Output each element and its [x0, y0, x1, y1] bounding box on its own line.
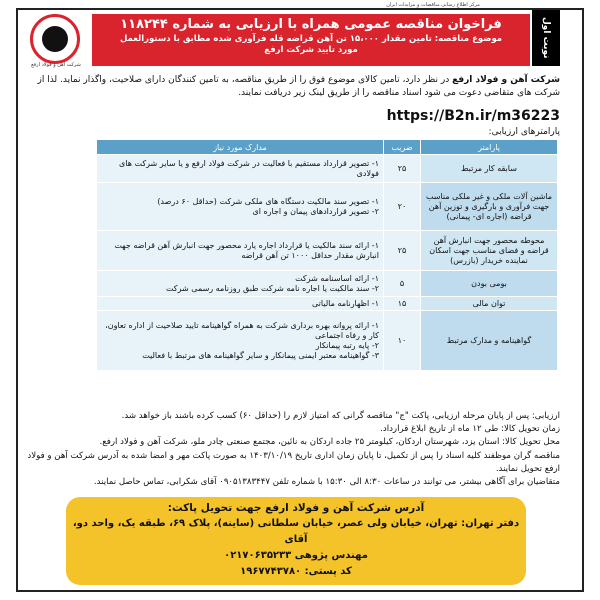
weight-cell: ۲۵: [384, 231, 421, 271]
doc-item: ۱- ارائه اساسنامه شرکت: [295, 273, 379, 283]
doc-item: ۲- سند مالکیت یا اجاره نامه شرکت طبق روزنامه رسمی شرکت: [165, 283, 379, 293]
weight-cell: ۱۵: [384, 297, 421, 311]
address-postcode: کد پستی: ۱۹۶۷۷۴۳۷۸۰: [240, 566, 352, 577]
doc-item: ۳- گواهینامه معتبر ایمنی پیمانکار و سایر گواهینامه های مرتبط با فعالیت: [142, 350, 379, 360]
address-box: [66, 497, 526, 585]
logo-caption: شرکت آهن و فولاد ارفع: [31, 62, 81, 68]
docs-cell: [97, 231, 384, 271]
param-cell: سابقه کار مرتبط: [421, 155, 558, 183]
docs-cell: [97, 297, 384, 311]
doc-item: ۱- ارائه سند مالکیت یا قرارداد اجاره یارد محصور جهت انبارش آهن قراضه جهت انبارش مقدار حداقل ۱۰۰۰ تن آهن قراضه: [114, 240, 379, 260]
docs-cell: [97, 155, 384, 183]
doc-item: ۱- تصویر سند مالکیت دستگاه های ملکی شرکت (حداقل ۶۰ درصد): [157, 196, 379, 206]
note-delivery-place: محل تحویل کالا: استان یزد، شهرستان اردکان، کیلومتر ۲۵ جاده اردکان به نائین، مجتمع صنعتی چادر ملو، شرکت آهن و فولاد ارفع.: [99, 437, 560, 448]
note-contact: متقاضیان برای آگاهی بیشتر، می توانند در ساعات ۸:۳۰ الی ۱۵:۳۰ با شماره تلفن ۰۹۰۵۱۳۸۳۴۴۷ آقای شکرابی، تماس حاصل نمایند.: [93, 477, 560, 488]
note-evaluation: ارزیابی: پس از پایان مرحله ارزیابی، پاکت "ج" مناقصه گرانی که امتیاز لازم را (حداقل ۶۰) کسب کرده باشند باز خواهد شد.: [121, 411, 560, 421]
docs-cell: [97, 271, 384, 297]
header-weight: ضریب: [384, 140, 421, 155]
notes-section: [24, 410, 560, 489]
docs-cell: [97, 183, 384, 231]
address-heading: آدرس شرکت آهن و فولاد ارفع جهت تحویل پاکت:: [167, 502, 425, 514]
intro-company: شرکت آهن و فولاد ارفع: [452, 75, 560, 85]
note-deadline: مناقصه گران موظفند کلیه اسناد را پس از تکمیل، تا پایان زمان اداری تاریخ ۱۴۰۳/۱۰/۱۹ به صورت پاکت مهر و امضا شده به آدرس شرکت آهن و فولاد ارفع تحویل نمایند.: [27, 450, 560, 474]
tender-subject-cont: مورد تایید شرکت ارفع: [264, 45, 358, 55]
tender-title: فراخوان مناقصه عمومی همراه با ارزیابی به شماره ۱۱۸۲۴۴: [120, 17, 502, 32]
param-cell: ماشین آلات ملکی و غیر ملکی مناسب جهت فرآوری و بارگیری و توزین آهن قراضه (اجاره ای- پیمانی): [421, 183, 558, 231]
doc-item: ۱- تصویر قرارداد مستقیم با فعالیت در شرکت فولاد ارفع و یا سایر شرکت های فولادی: [119, 158, 379, 178]
intro-text: در نظر دارد، تامین کالای موضوع فوق را از طریق مناقصه، به تامین کنندگان دارای صلاحیت، واگذار نماید. لذا از شرکت های متقاضی دعوت می شود اسناد مناقصه را از طریق لینک زیر دریافت نمایند.: [37, 75, 560, 98]
table-row: [97, 297, 558, 311]
table-row: [97, 271, 558, 297]
address-line2: مهندس پژوهی ۰۲۱۷۰۶۳۵۲۳۳: [224, 550, 368, 561]
params-title: پارامترهای ارزیابی:: [488, 127, 560, 137]
tender-header: [92, 14, 530, 66]
doc-item: ۲- پایه رتبه پیمانکار: [315, 340, 379, 350]
logo-core-icon: [42, 26, 68, 52]
param-cell: محوطه محصور جهت انبارش آهن قراضه و فضای مناسب جهت اسکان نماینده خریدار (بازرس): [421, 231, 558, 271]
header-param: پارامتر: [421, 140, 558, 155]
table-row: [97, 311, 558, 371]
param-cell: توان مالی: [421, 297, 558, 311]
header-docs: مدارک مورد نیاز: [97, 140, 384, 155]
param-cell: گواهینامه و مدارک مرتبط: [421, 311, 558, 371]
top-note: مرکز اطلاع رسانی مناقصات و مزایدات ایران: [386, 2, 480, 8]
param-cell: بومی بودن: [421, 271, 558, 297]
tender-subject: موضوع مناقصه: تامین مقدار ۱۵،۰۰۰ تن آهن قراضه قله فرآوری شده مطابق با دستورالعمل: [119, 34, 503, 44]
weight-cell: ۱۰: [384, 311, 421, 371]
table-row: [97, 155, 558, 183]
table-header-row: [97, 140, 558, 155]
company-logo: [24, 12, 88, 72]
doc-item: ۱- ارائه پروانه بهره برداری شرکت به همراه گواهینامه تایید صلاحیت از اداره تعاون، کار و رفاه اجتماعی: [105, 320, 379, 340]
weight-cell: ۵: [384, 271, 421, 297]
table-row: [97, 231, 558, 271]
note-delivery-time: زمان تحویل کالا: طی ۱۲ ماه از تاریخ ابلاغ قرارداد.: [380, 424, 560, 435]
documents-link[interactable]: https://B2n.ir/m36223: [386, 108, 560, 124]
weight-cell: ۲۵: [384, 155, 421, 183]
address-line1: دفتر تهران: تهران، خیابان ولی عصر، خیابان سلطانی (ساینه)، پلاک ۶۹، طبقه یک، واحد دو، آقای: [72, 518, 520, 545]
weight-cell: ۲۰: [384, 183, 421, 231]
evaluation-table: [96, 139, 558, 371]
doc-item: ۱- اظهارنامه مالیاتی: [312, 298, 379, 308]
doc-item: ۲- تصویر قراردادهای پیمان و اجاره ای: [252, 206, 379, 216]
round-badge: نوبت اول: [532, 10, 560, 66]
table-row: [97, 183, 558, 231]
docs-cell: [97, 311, 384, 371]
intro-paragraph: [24, 74, 560, 100]
